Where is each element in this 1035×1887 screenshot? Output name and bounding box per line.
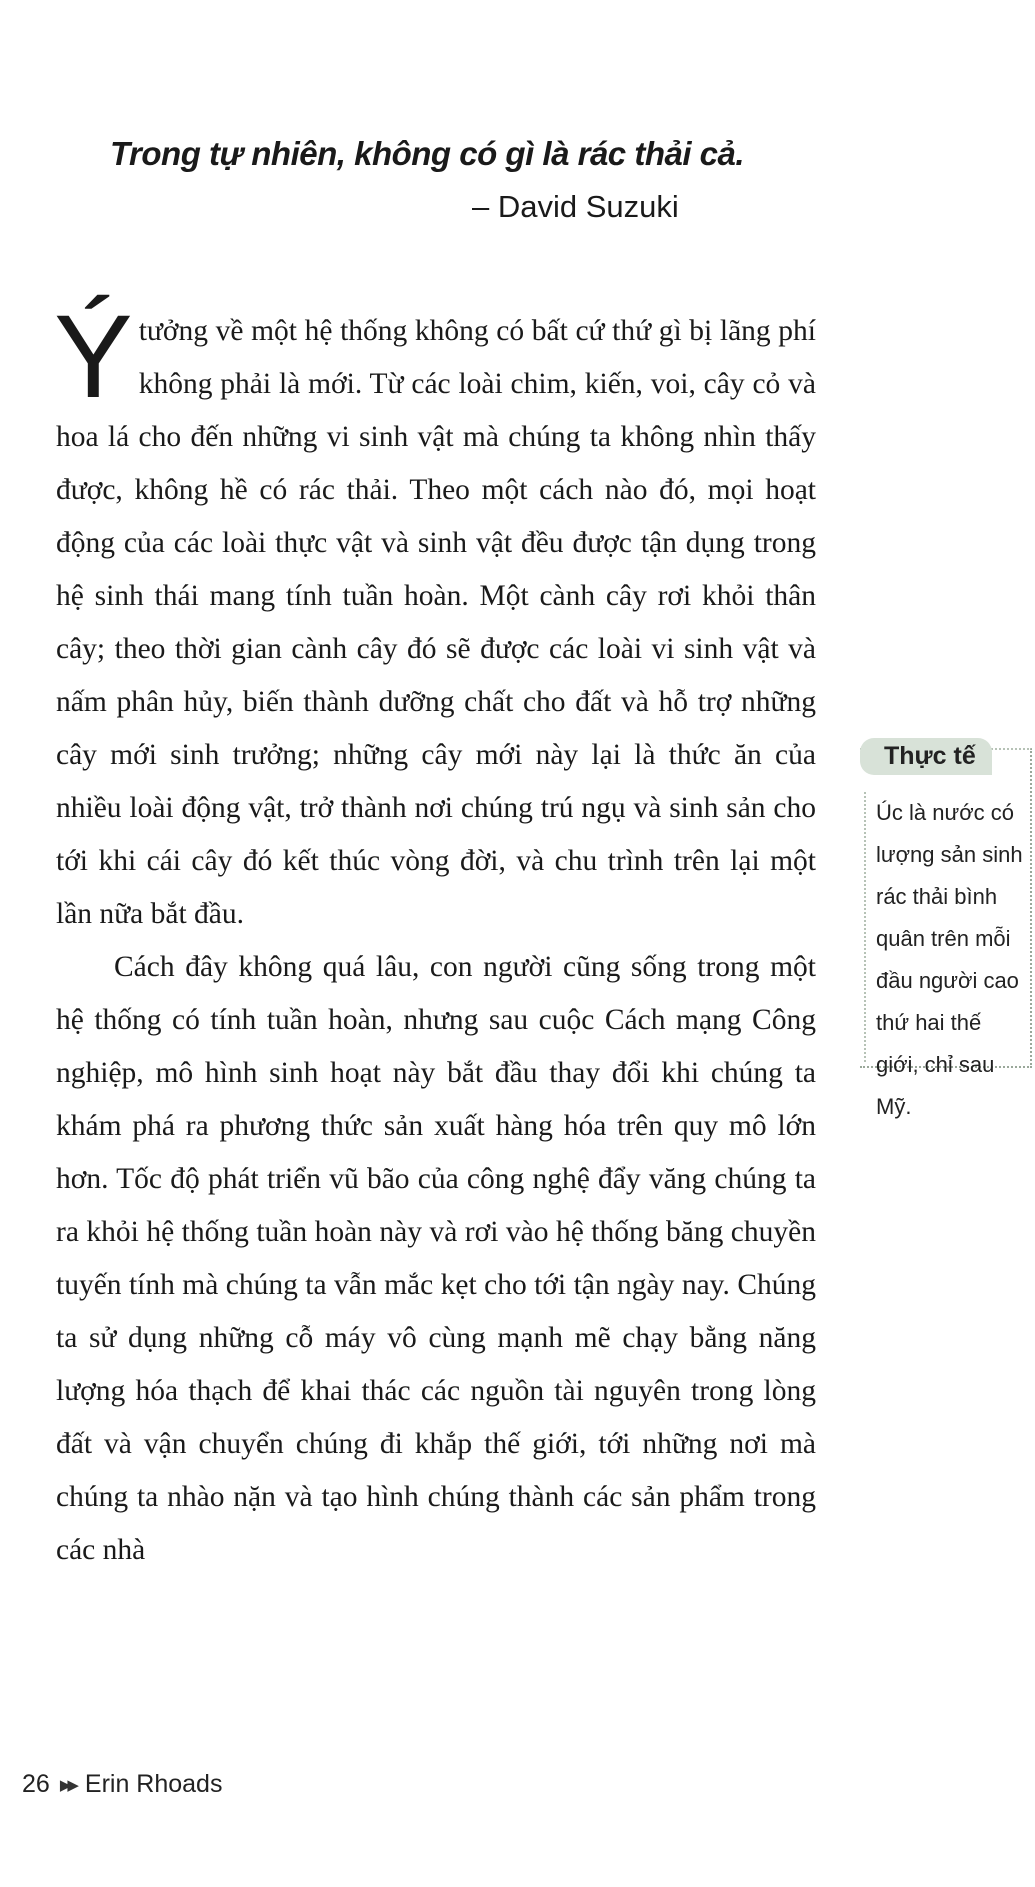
page-footer — [22, 1770, 222, 1799]
paragraph-1 — [54, 291, 816, 941]
main-body-text — [54, 291, 816, 1577]
sidebar-title: Thực tế — [860, 738, 992, 775]
sidebar-divider — [864, 792, 866, 1062]
footer-author: Erin Rhoads — [84, 1770, 223, 1798]
epigraph-author: – David Suzuki — [472, 189, 679, 224]
epigraph-quote: Trong tự nhiên, không có gì là rác thải cả. — [110, 135, 745, 172]
page-number: 26 — [22, 1770, 50, 1798]
paragraph-2: Cách đây không quá lâu, con người cũng sống trong một hệ thống có tính tuần hoàn, nhưng sau cuộc Cách mạng Công nghiệp, mô hình sinh hoạt này bắt đầu thay đổi khi chúng ta khám phá ra phương thức sản xuất hàng hóa trên quy mô lớn hơn. Tốc độ phát triển vũ bão của công nghệ đẩy văng chúng ta ra khỏi hệ thống tuần hoàn này và rơi vào hệ thống băng chuyền tuyến tính mà chúng ta vẫn mắc kẹt cho tới tận ngày nay. Chúng ta sử dụng những cỗ máy vô cùng mạnh mẽ chạy bằng năng lượng hóa thạch để khai thác các nguồn tài nguyên trong lòng đất và vận chuyển chúng đi khắp thế giới, tới những nơi mà chúng ta nhào nặn và tạo hình chúng thành các sản phẩm trong các nhà — [56, 951, 816, 1566]
epigraph — [110, 132, 750, 228]
sidebar-text: Úc là nước có lượng sản sinh rác thải bình quân trên mỗi đầu người cao thứ hai thế giới, chỉ sau Mỹ. — [876, 800, 1023, 1119]
paragraph-1-text: tưởng về một hệ thống không có bất cứ thứ gì bị lãng phí không phải là mới. Từ các loài chim, kiến, voi, cây cỏ và hoa lá cho đến những vi sinh vật mà chúng ta không nhìn thấy được, không hề có rác thải. Theo một cách nào đó, mọi hoạt động của các loài thực vật và sinh vật đều được tận dụng trong hệ sinh thái mang tính tuần hoàn. Một cành cây rơi khỏi thân cây; theo thời gian cành cây đó sẽ được các loài vi sinh vật và nấm phân hủy, biến thành dưỡng chất cho đất và hỗ trợ những cây mới sinh trưởng; những cây mới này lại là thức ăn của nhiều loài động vật, trở thành nơi chúng trú ngụ và sinh sản cho tới khi cái cây đó kết thúc vòng đời, và chu trình trên lại một lần nữa bắt đầu. — [56, 315, 816, 930]
double-arrow-icon: ▶▶ — [59, 1776, 75, 1794]
fact-sidebar — [860, 742, 1032, 1119]
drop-cap: Ý — [54, 291, 133, 423]
